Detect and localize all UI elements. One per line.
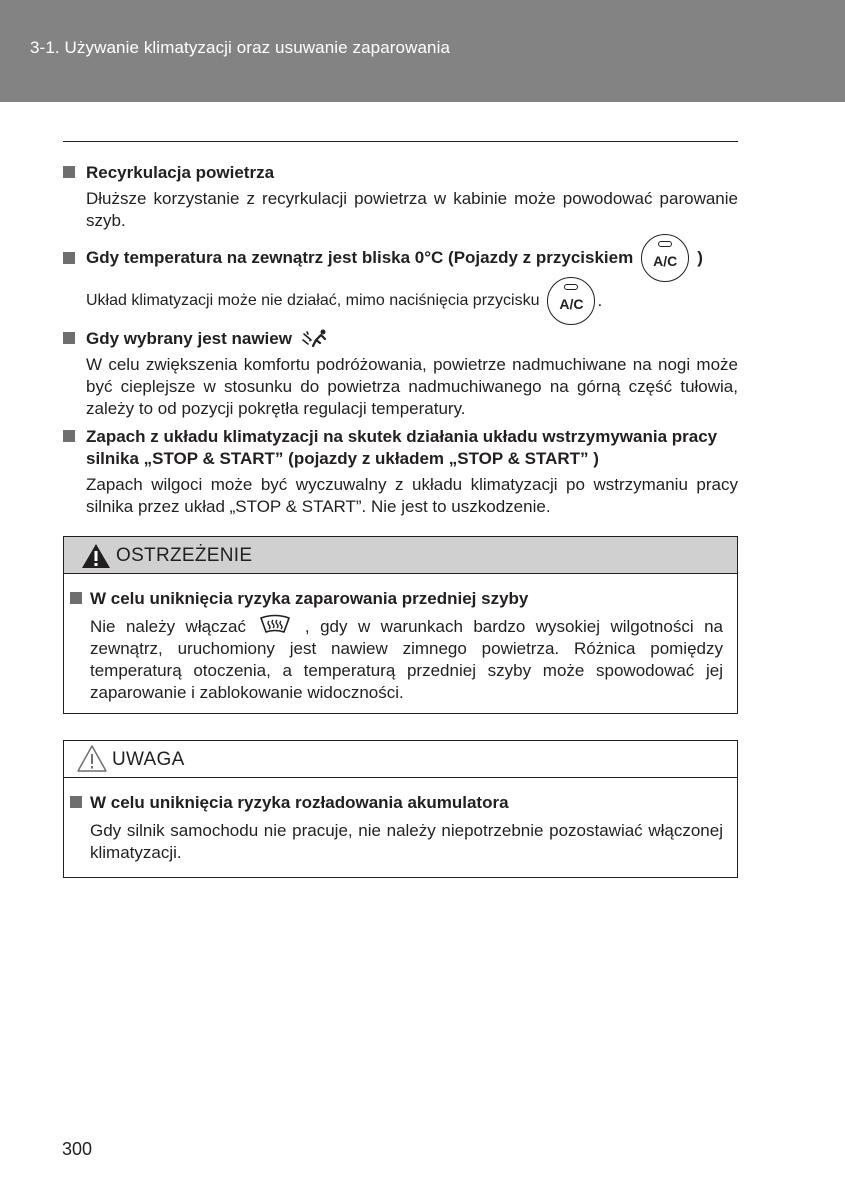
heading-text: W celu uniknięcia ryzyka rozładowania akumulatora bbox=[90, 793, 509, 812]
section-heading bbox=[63, 162, 738, 184]
section-body: Zapach wilgoci może być wyczuwalny z układu klimatyzacji po wstrzymaniu pracy silnika przez układ „STOP & START”. Nie jest to uszkodzenie. bbox=[86, 475, 738, 516]
foot-vent-icon bbox=[301, 328, 329, 348]
divider bbox=[63, 141, 738, 142]
windshield-defroster-icon bbox=[258, 614, 292, 636]
main-content bbox=[63, 162, 738, 524]
indicator-led bbox=[658, 241, 672, 247]
square-bullet-icon bbox=[63, 252, 75, 264]
heading-text: Gdy wybrany jest nawiew bbox=[86, 329, 292, 348]
section-body bbox=[63, 276, 738, 326]
warning-title: OSTRZEŻENIE bbox=[116, 545, 253, 566]
square-bullet-icon bbox=[63, 430, 75, 442]
caution-box bbox=[63, 740, 738, 878]
warning-content bbox=[64, 574, 737, 714]
page-header bbox=[0, 0, 845, 102]
section-heading bbox=[63, 426, 738, 470]
body-suffix: . bbox=[597, 291, 603, 310]
ac-button-icon bbox=[641, 234, 689, 282]
section-heading bbox=[63, 328, 738, 350]
warning-box bbox=[63, 536, 738, 714]
body-text: Układ klimatyzacji może nie działać, mimo naciśnięcia przycisku bbox=[86, 292, 540, 309]
heading-text: Recyrkulacja powietrza bbox=[86, 163, 275, 182]
section-recirculation bbox=[63, 162, 738, 232]
square-bullet-icon bbox=[70, 796, 82, 808]
caution-content bbox=[64, 778, 737, 874]
ac-label: A/C bbox=[559, 296, 584, 312]
warning-triangle-filled-icon bbox=[80, 542, 112, 570]
heading-text: Gdy temperatura na zewnątrz jest bliska 0°C (Pojazdy z przyciskiem bbox=[86, 248, 634, 267]
section-body: Dłuższe korzystanie z recyrkulacji powietrza w kabinie może powodować parowanie szyb. bbox=[86, 189, 738, 230]
warning-header bbox=[64, 537, 737, 574]
section-low-temperature bbox=[63, 234, 738, 326]
page-number: 300 bbox=[62, 1139, 93, 1159]
square-bullet-icon bbox=[70, 592, 82, 604]
ac-button-icon bbox=[547, 277, 595, 325]
warning-heading bbox=[70, 588, 723, 610]
heading-text: Zapach z układu klimatyzacji na skutek działania układu wstrzymywania pracy silnika „STOP & START” (pojazdy z układem „STOP & START” ) bbox=[86, 427, 718, 468]
section-body: W celu zwiększenia komfortu podróżowania, powietrze nadmuchiwane na nogi może być cieplejsze w stosunku do powietrza nadmuchiwanego na górną część tułowia, zależy to od pozycji pokrętła regulacji temperatury. bbox=[86, 355, 738, 418]
caution-header bbox=[64, 741, 737, 778]
heading-text: W celu uniknięcia ryzyka zaparowania przedniej szyby bbox=[90, 589, 529, 608]
section-title: 3-1. Używanie klimatyzacji oraz usuwanie zaparowania bbox=[30, 38, 450, 57]
square-bullet-icon bbox=[63, 332, 75, 344]
square-bullet-icon bbox=[63, 166, 75, 178]
body-text-before: Nie należy włączać bbox=[90, 617, 247, 636]
warning-triangle-outline-icon bbox=[76, 744, 108, 774]
body-text-after: , gdy w warunkach bardzo wysokiej wilgotności na zewnątrz, uruchomiony jest nawiew zimnego powietrza. Różnica pomiędzy temperaturą otoczenia, a temperaturą przedniej szyby może spowodować jej zaparowanie i zablokowanie widoczności. bbox=[90, 617, 723, 702]
section-stop-start bbox=[63, 426, 738, 518]
warning-body bbox=[70, 616, 723, 704]
heading-suffix: ) bbox=[697, 248, 703, 267]
indicator-led bbox=[564, 284, 578, 290]
section-foot-vent bbox=[63, 328, 738, 420]
caution-title: UWAGA bbox=[112, 749, 185, 770]
section-heading bbox=[63, 234, 738, 282]
ac-label: A/C bbox=[653, 253, 678, 269]
caution-body: Gdy silnik samochodu nie pracuje, nie należy niepotrzebnie pozostawiać włączonej klimatyzacji. bbox=[90, 821, 723, 862]
caution-heading bbox=[70, 792, 723, 814]
